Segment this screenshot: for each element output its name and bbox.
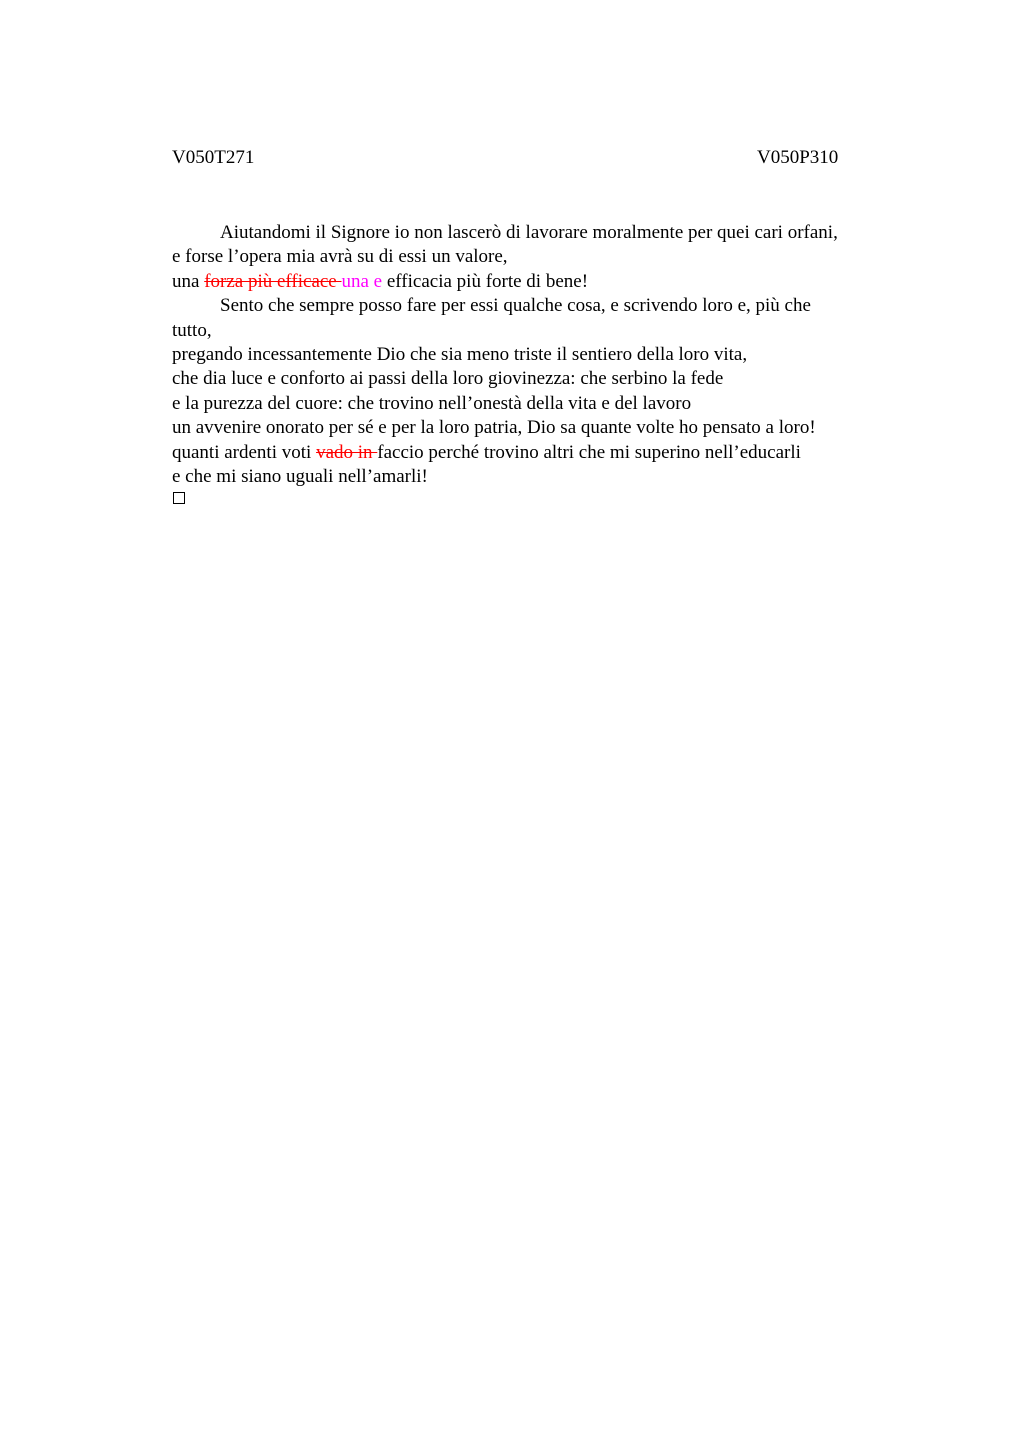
end-marker-box — [173, 492, 185, 504]
inserted-text-1: una e — [341, 270, 383, 292]
text-line-4: Sento che sempre posso fare per essi qualche cosa, e scrivendo loro e, più che — [220, 295, 811, 317]
text-line-10-post: faccio perché trovino altri che mi superino nell’educarli — [377, 441, 801, 463]
text-line-3 — [172, 270, 932, 294]
text-line-7: che dia luce e conforto ai passi della loro giovinezza: che serbino la fede — [172, 368, 724, 390]
text-line-11: e che mi siano uguali nell’amarli! — [172, 466, 428, 488]
document-body — [172, 221, 932, 489]
text-line-10 — [172, 441, 932, 465]
text-line-1: Aiutandomi il Signore io non lascerò di lavorare moralmente per quei cari orfani, — [220, 222, 838, 243]
text-line-2: e forse l’opera mia avrà su di essi un valore, — [172, 246, 508, 268]
text-line-10-pre: quanti ardenti voti — [172, 441, 317, 463]
text-line-5: tutto, — [172, 319, 212, 341]
header-left-code: V050T271 — [172, 147, 255, 168]
text-line-8: e la purezza del cuore: che trovino nell’onestà della vita e del lavoro — [172, 392, 692, 414]
text-line-3-pre: una — [172, 270, 205, 292]
deleted-text-2: vado in — [316, 441, 378, 463]
header-right-code: V050P310 — [757, 147, 839, 168]
deleted-text-1: forza più efficace — [204, 270, 342, 292]
text-line-3-post: efficacia più forte di bene! — [382, 270, 589, 292]
text-line-9: un avvenire onorato per sé e per la loro patria, Dio sa quante volte ho pensato a loro! — [172, 417, 816, 439]
text-line-6: pregando incessantemente Dio che sia meno triste il sentiero della loro vita, — [172, 344, 748, 366]
